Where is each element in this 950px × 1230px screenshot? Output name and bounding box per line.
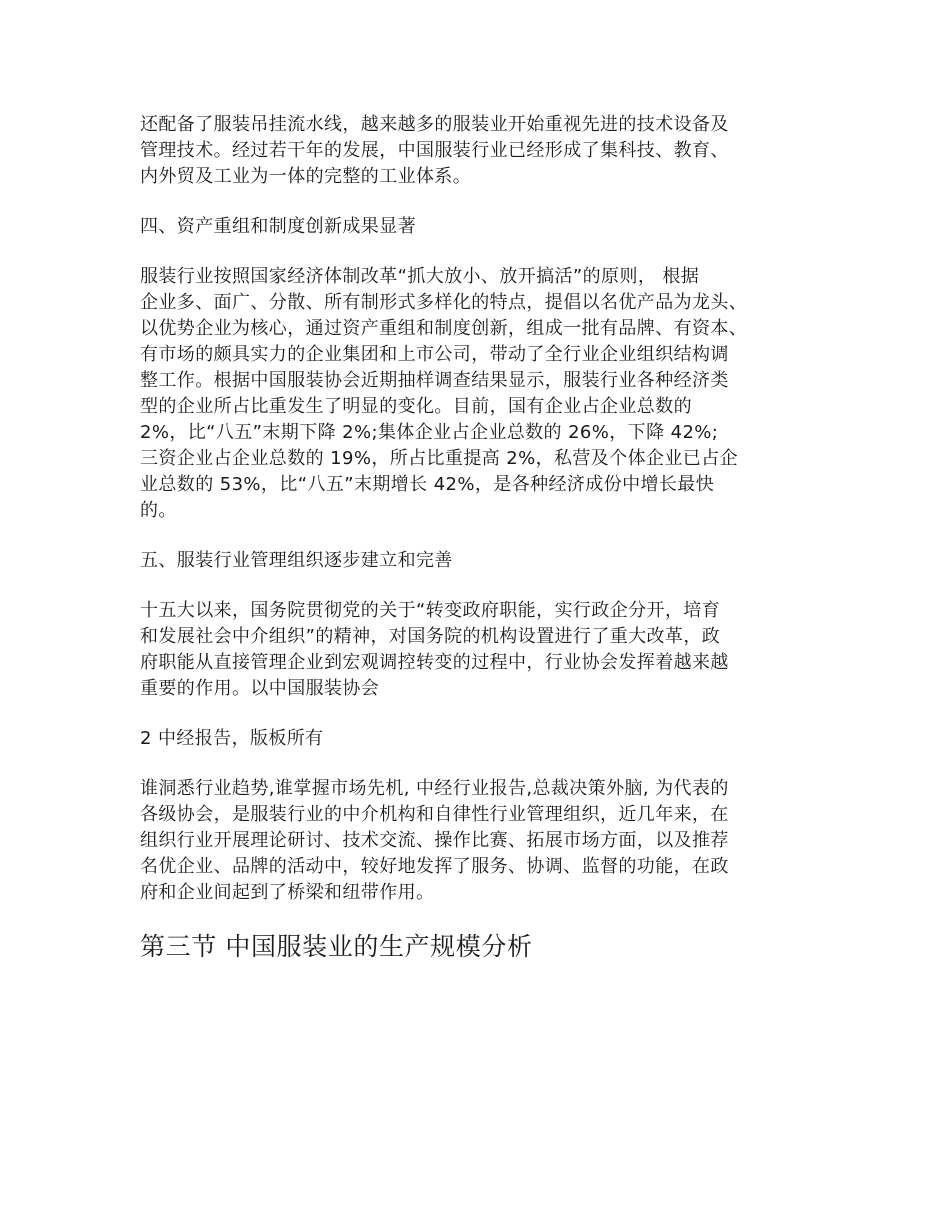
text-line: 以优势企业为核心，通过资产重组和制度创新，组成一批有品牌、有资本、 xyxy=(140,318,748,339)
text-line: 十五大以来，国务院贯彻党的关于“转变政府职能，实行政企分开，培育 xyxy=(140,600,721,621)
text-line: 各级协会，是服装行业的中介机构和自律性行业管理组织，近几年来，在 xyxy=(140,804,729,825)
text-line: 名优企业、品牌的活动中，较好地发挥了服务、协调、监督的功能，在政 xyxy=(140,856,729,877)
text-line: 型的企业所占比重发生了明显的变化。目前，国有企业占企业总数的 xyxy=(140,396,692,417)
text-line: 整工作。根据中国服装协会近期抽样调查结果显示，服装行业各种经济类 xyxy=(140,370,729,391)
text-line: 三资企业占企业总数的 19%，所占比重提高 2%，私营及个体企业已占企 xyxy=(140,448,739,469)
subheading-four: 四、资产重组和制度创新成果显著 xyxy=(140,216,416,237)
text-line: 府职能从直接管理企业到宏观调控转变的过程中，行业协会发挥着越来越 xyxy=(140,652,729,673)
text-line: 有市场的颇具实力的企业集团和上市公司，带动了全行业企业组织结构调 xyxy=(140,344,729,365)
text-line: 和发展社会中介组织”的精神，对国务院的机构设置进行了重大改革，政 xyxy=(140,626,721,647)
paragraph-asset-restructuring xyxy=(140,264,815,524)
text-line: 内外贸及工业为一体的完整的工业体系。 xyxy=(140,166,472,187)
paragraph-management-organization xyxy=(140,598,815,702)
page-footer-note: 2 中经报告，版板所有 xyxy=(140,728,324,749)
text-line: 谁洞悉行业趋势,谁掌握市场先机, 中经行业报告,总裁决策外脑, 为代表的 xyxy=(140,778,729,799)
text-line: 2%，比“八五”末期下降 2%;集体企业占企业总数的 26%，下降 42%; xyxy=(140,422,719,443)
text-line: 的。 xyxy=(140,500,177,521)
text-line: 还配备了服装吊挂流水线，越来越多的服装业开始重视先进的技术设备及 xyxy=(140,114,729,135)
text-line: 服装行业按照国家经济体制改革“抓大放小、放开搞活”的原则， 根据 xyxy=(140,266,700,287)
text-line: 管理技术。经过若干年的发展，中国服装行业已经形成了集科技、教育、 xyxy=(140,140,729,161)
text-line: 业总数的 53%，比“八五”末期增长 42%，是各种经济成份中增长最快 xyxy=(140,474,715,495)
paragraph-intro xyxy=(140,112,815,190)
text-line: 重要的作用。以中国服装协会 xyxy=(140,678,380,699)
text-line: 组织行业开展理论研讨、技术交流、操作比赛、拓展市场方面，以及推荐 xyxy=(140,830,729,851)
text-line: 府和企业间起到了桥梁和纽带作用。 xyxy=(140,882,435,903)
subheading-five: 五、服装行业管理组织逐步建立和完善 xyxy=(140,550,453,571)
section-title: 第三节 中国服装业的生产规模分析 xyxy=(140,932,533,961)
text-line: 企业多、面广、分散、所有制形式多样化的特点，提倡以名优产品为龙头、 xyxy=(140,292,748,313)
paragraph-associations xyxy=(140,776,815,906)
document-body xyxy=(140,112,815,964)
